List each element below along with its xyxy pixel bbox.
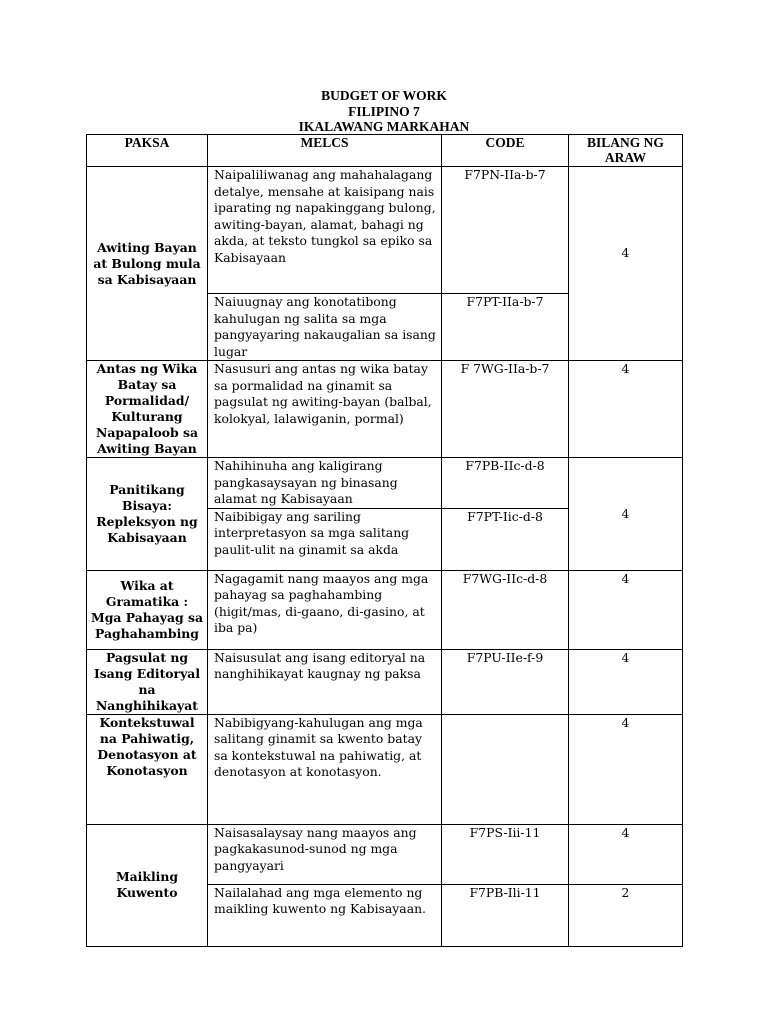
days-cell: 4 xyxy=(569,649,683,714)
title-line-2: FILIPINO 7 xyxy=(348,103,420,119)
paksa-cell: Maikling Kuwento xyxy=(87,824,208,946)
table-row xyxy=(87,361,683,458)
paksa-cell: Kontekstuwal na Pahiwatig, Denotasyon at Konotasyon xyxy=(87,714,208,824)
table-row xyxy=(87,714,683,824)
header-days: BILANG NG ARAW xyxy=(569,135,683,167)
days-cell: 4 xyxy=(569,824,683,884)
code-cell: F 7WG-IIa-b-7 xyxy=(442,361,569,458)
code-cell: F7PB-IIc-d-8 xyxy=(442,458,569,509)
code-cell: F7PB-Ili-11 xyxy=(442,884,569,946)
melc-cell: Naiuugnay ang konotatibong kahulugan ng salita sa mga pangyayaring nakaugalian sa isang lugar xyxy=(208,294,442,361)
document-title xyxy=(0,88,768,135)
days-cell: 4 xyxy=(569,714,683,824)
header-code: CODE xyxy=(442,135,569,167)
table-row xyxy=(87,649,683,714)
days-cell: 4 xyxy=(569,361,683,458)
code-cell xyxy=(442,714,569,824)
title-line-3: IKALAWANG MARKAHAN xyxy=(298,119,470,134)
melc-cell: Nagagamit nang maayos ang mga pahayag sa paghahambing (higit/mas, di-gaano, di-gasino, at iba pa) xyxy=(208,570,442,649)
paksa-cell: Pagsulat ng Isang Editoryal na Nanghihikayat xyxy=(87,649,208,714)
melc-cell: Nasusuri ang antas ng wika batay sa pormalidad na ginamit sa pagsulat ng awiting-bayan (balbal, kolokyal, lalawiganin, pormal) xyxy=(208,361,442,458)
code-cell: F7PU-IIe-f-9 xyxy=(442,649,569,714)
melc-cell: Naipaliliwanag ang mahahalagang detalye, mensahe at kaisipang nais iparating ng napakinggang bulong, awiting-bayan, alamat, bahagi ng akda, at teksto tungkol sa epiko sa Kabisayaan xyxy=(208,167,442,294)
table-row xyxy=(87,458,683,509)
budget-of-work-table xyxy=(86,134,683,947)
paksa-cell: Panitikang Bisaya: Repleksyon ng Kabisayaan xyxy=(87,458,208,571)
melc-cell: Nabibigyang-kahulugan ang mga salitang ginamit sa kwento batay sa kontekstuwal na pahiwatig, at denotasyon at konotasyon. xyxy=(208,714,442,824)
table-row xyxy=(87,824,683,884)
code-cell: F7PN-IIa-b-7 xyxy=(442,167,569,294)
days-cell: 2 xyxy=(569,884,683,946)
code-cell: F7PT-IIa-b-7 xyxy=(442,294,569,361)
header-melcs: MELCS xyxy=(208,135,442,167)
header-paksa: PAKSA xyxy=(87,135,208,167)
table-row xyxy=(87,167,683,294)
paksa-cell: Antas ng Wika Batay sa Pormalidad/ Kulturang Napapaloob sa Awiting Bayan xyxy=(87,361,208,458)
paksa-cell: Wika at Gramatika : Mga Pahayag sa Paghahambing xyxy=(87,570,208,649)
days-cell: 4 xyxy=(569,458,683,571)
code-cell: F7PS-Iii-11 xyxy=(442,824,569,884)
header-row xyxy=(87,135,683,167)
code-cell: F7WG-IIc-d-8 xyxy=(442,570,569,649)
melc-cell: Naibibigay ang sariling interpretasyon sa mga salitang paulit-ulit na ginamit sa akda xyxy=(208,508,442,570)
days-cell: 4 xyxy=(569,570,683,649)
melc-cell: Nailalahad ang mga elemento ng maikling kuwento ng Kabisayaan. xyxy=(208,884,442,946)
paksa-cell: Awiting Bayan at Bulong mula sa Kabisayaan xyxy=(87,167,208,361)
melc-cell: Naisasalaysay nang maayos ang pagkakasunod-sunod ng mga pangyayari xyxy=(208,824,442,884)
days-cell: 4 xyxy=(569,167,683,361)
code-cell: F7PT-Iic-d-8 xyxy=(442,508,569,570)
melc-cell: Nahihinuha ang kaligirang pangkasaysayan ng binasang alamat ng Kabisayaan xyxy=(208,458,442,509)
table-row xyxy=(87,570,683,649)
melc-cell: Naisusulat ang isang editoryal na nanghihikayat kaugnay ng paksa xyxy=(208,649,442,714)
title-line-1: BUDGET OF WORK xyxy=(321,88,447,103)
